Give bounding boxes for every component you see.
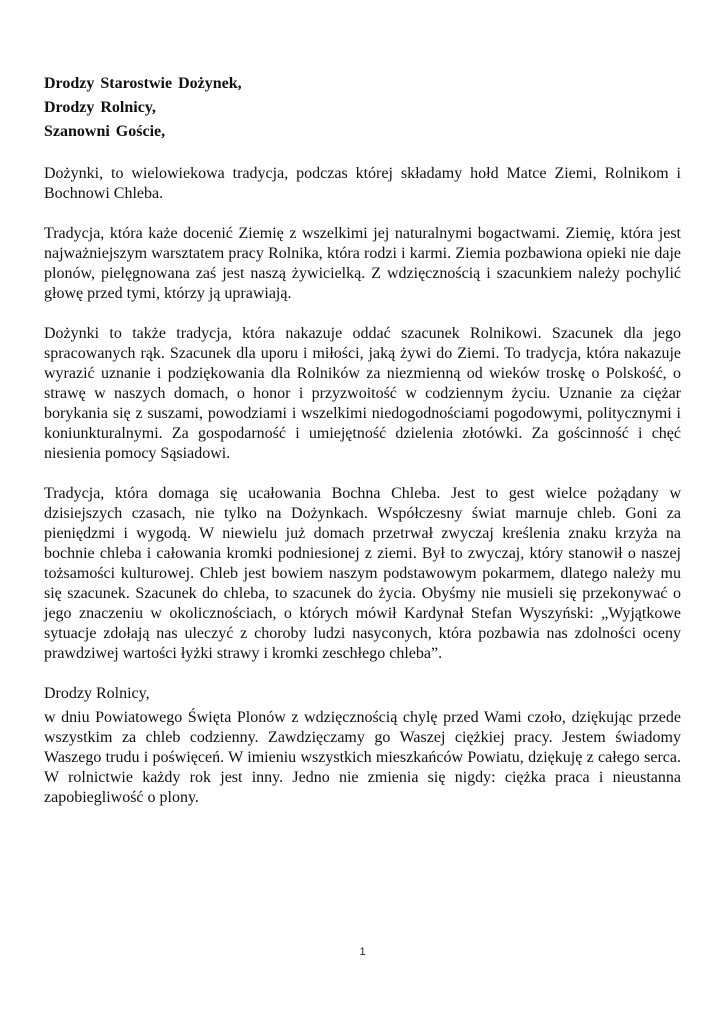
greeting-starostowie: Drodzy Starostwie Dożynek,: [44, 75, 242, 92]
address-rolnicy: Drodzy Rolnicy,: [44, 685, 150, 702]
paragraph-ziemia: Tradycja, która każe docenić Ziemię z wszelkimi jej naturalnymi bogactwami. Ziemię, która jest najważniejszym warsztatem pracy Rolnika, która rodzi i karmi. Ziemia pozbawiona opieki nie daje plonów, pielęgnowana zaś jest naszą żywicielką. Z wdzięcznością i szacunkiem należy pochylić głowę przed tymi, którzy ją uprawiają.: [44, 225, 681, 302]
greeting-rolnicy: Drodzy Rolnicy,: [44, 99, 156, 116]
document-body: [44, 72, 681, 808]
greeting-goscie: Szanowni Goście,: [44, 123, 166, 140]
paragraph-intro: Dożynki, to wielowiekowa tradycja, podczas której składamy hołd Matce Ziemi, Rolnikom i Bochnowi Chleba.: [44, 165, 681, 202]
paragraph-chleb: Tradycja, która domaga się ucałowania Bochna Chleba. Jest to gest wielce pożądany w dzisiejszych czasach, nie tylko na Dożynkach. Współczesny świat marnuje chleb. Goni za pieniędzmi i wygodą. W niewielu już domach przetrwał zwyczaj kreślenia znaku krzyża na bochnie chleba i całowania kromki podniesionej z ziemi. Był to zwyczaj, który stanowił o naszej tożsamości kulturowej. Chleb jest bowiem naszym podstawowym pokarmem, dlatego należy mu się szacunek. Szacunek do chleba, to szacunek do życia. Obyśmy nie musieli się przekonywać o jego znaczeniu w okolicznościach, o których mówił Kardynał Stefan Wyszyński: „Wyjątkowe sytuacje zdołają nas uleczyć z choroby ludzi nasyconych, która pozbawia nas zdolności oceny prawdziwej wartości łyżki strawy i kromki zeschłego chleba”.: [44, 485, 681, 662]
page-number: 1: [359, 946, 366, 958]
paragraph-closing: w dniu Powiatowego Święta Plonów z wdzięcznością chylę przed Wami czoło, dziękując przede wszystkim za chleb codzienny. Zawdzięczamy go Waszej ciężkiej pracy. Jestem świadomy Waszego trudu i poświęceń. W imieniu wszystkich mieszkańców Powiatu, dziękuję z całego serca. W rolnictwie każdy rok jest inny. Jedno nie zmienia się nigdy: ciężka praca i nieustanna zapobiegliwość o plony.: [44, 709, 681, 806]
paragraph-rolnik: Dożynki to także tradycja, która nakazuje oddać szacunek Rolnikowi. Szacunek dla jego spracowanych rąk. Szacunek dla uporu i miłości, jaką żywi do Ziemi. To tradycja, która nakazuje wyrazić uznanie i podziękowania dla Rolników za niezmienną od wieków troskę o Polskość, o strawę w naszych domach, o honor i przyzwoitość w codziennym życiu. Uznanie za ciężar borykania się z suszami, powodziami i wszelkimi niedogodnościami pogodowymi, politycznymi i koniunkturalnymi. Za gospodarność i umiejętność dzielenia złotówki. Za gościnność i chęć niesienia pomocy Sąsiadowi.: [44, 325, 681, 462]
